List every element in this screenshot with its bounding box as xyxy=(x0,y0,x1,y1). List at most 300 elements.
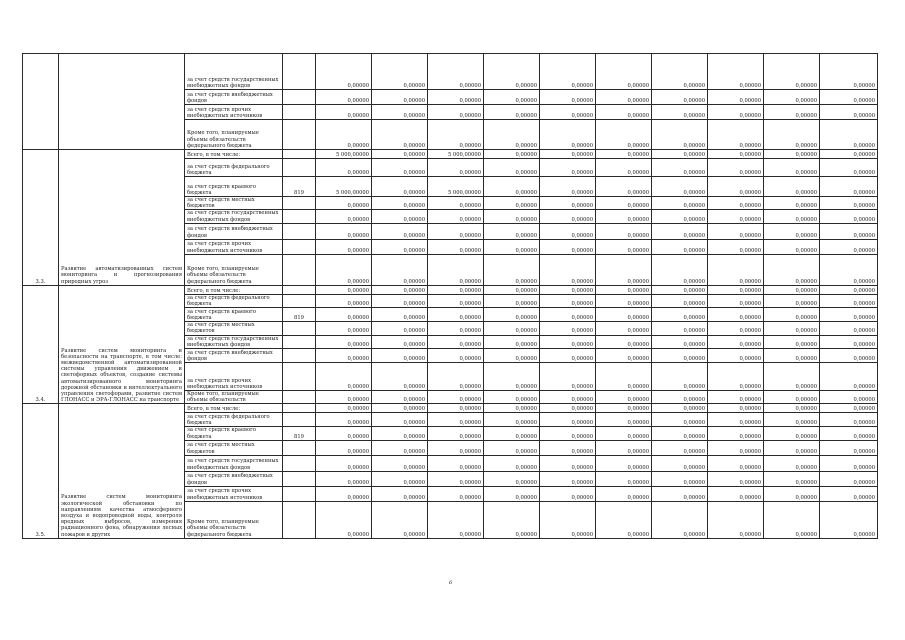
funding-source: Всего, в том числе: xyxy=(185,150,283,159)
amount-cell: 0,00000 xyxy=(484,455,540,471)
amount-cell: 0,00000 xyxy=(372,150,428,159)
amount-cell: 0,00000 xyxy=(708,413,764,427)
amount-cell: 0,00000 xyxy=(540,335,596,348)
amount-cell: 0,00000 xyxy=(820,223,878,239)
amount-cell: 0,00000 xyxy=(820,210,878,223)
amount-cell: 0,00000 xyxy=(596,150,652,159)
grbs-code xyxy=(283,210,316,223)
amount-cell: 0,00000 xyxy=(708,363,764,391)
amount-cell: 0,00000 xyxy=(652,363,708,391)
amount-cell: 0,00000 xyxy=(708,210,764,223)
amount-cell: 5 000,00000 xyxy=(316,150,372,159)
amount-cell: 0,00000 xyxy=(596,440,652,455)
amount-cell: 0,00000 xyxy=(540,210,596,223)
amount-cell: 0,00000 xyxy=(652,391,708,404)
funding-source: за счет средств федерального бюджета xyxy=(185,294,283,307)
amount-cell: 5 000,00000 xyxy=(428,177,484,197)
amount-cell: 0,00000 xyxy=(652,90,708,105)
amount-cell: 0,00000 xyxy=(316,322,372,335)
amount-cell: 0,00000 xyxy=(764,486,820,501)
amount-cell: 0,00000 xyxy=(764,308,820,322)
amount-cell: 0,00000 xyxy=(428,413,484,427)
amount-cell: 0,00000 xyxy=(316,254,372,285)
amount-cell: 0,00000 xyxy=(372,349,428,363)
amount-cell: 0,00000 xyxy=(372,335,428,348)
funding-source: за счет средств прочих внебюджетных источников xyxy=(185,486,283,501)
amount-cell: 0,00000 xyxy=(372,54,428,90)
amount-cell: 0,00000 xyxy=(428,471,484,486)
amount-cell: 0,00000 xyxy=(652,159,708,177)
amount-cell: 0,00000 xyxy=(540,285,596,294)
grbs-code xyxy=(283,363,316,391)
amount-cell: 0,00000 xyxy=(428,363,484,391)
amount-cell: 0,00000 xyxy=(764,440,820,455)
amount-cell: 0,00000 xyxy=(764,150,820,159)
grbs-code xyxy=(283,239,316,254)
amount-cell: 0,00000 xyxy=(652,54,708,90)
amount-cell: 0,00000 xyxy=(596,54,652,90)
amount-cell: 0,00000 xyxy=(708,455,764,471)
amount-cell: 0,00000 xyxy=(428,90,484,105)
grbs-code xyxy=(283,440,316,455)
amount-cell: 0,00000 xyxy=(596,223,652,239)
amount-cell: 0,00000 xyxy=(316,223,372,239)
amount-cell: 0,00000 xyxy=(428,197,484,210)
funding-source: за счет средств местных бюджетов xyxy=(185,440,283,455)
amount-cell: 0,00000 xyxy=(316,486,372,501)
amount-cell: 0,00000 xyxy=(428,501,484,538)
amount-cell: 0,00000 xyxy=(316,349,372,363)
amount-cell: 0,00000 xyxy=(540,120,596,150)
amount-cell: 0,00000 xyxy=(540,294,596,307)
funding-source: Кроме того, планируемые объемы обязательств федерального бюджета xyxy=(185,254,283,285)
amount-cell: 0,00000 xyxy=(484,285,540,294)
amount-cell: 0,00000 xyxy=(652,223,708,239)
amount-cell: 0,00000 xyxy=(540,391,596,404)
amount-cell: 0,00000 xyxy=(540,349,596,363)
amount-cell: 0,00000 xyxy=(428,455,484,471)
amount-cell: 0,00000 xyxy=(596,404,652,413)
amount-cell: 0,00000 xyxy=(652,294,708,307)
grbs-code xyxy=(283,54,316,90)
amount-cell: 0,00000 xyxy=(428,223,484,239)
amount-cell: 0,00000 xyxy=(484,254,540,285)
amount-cell: 0,00000 xyxy=(428,120,484,150)
funding-source: за счет средств прочих внебюджетных источников xyxy=(185,239,283,254)
amount-cell: 0,00000 xyxy=(652,440,708,455)
amount-cell: 0,00000 xyxy=(708,285,764,294)
amount-cell: 0,00000 xyxy=(316,413,372,427)
amount-cell: 0,00000 xyxy=(372,254,428,285)
amount-cell: 0,00000 xyxy=(820,391,878,404)
amount-cell: 0,00000 xyxy=(540,363,596,391)
amount-cell: 0,00000 xyxy=(820,363,878,391)
amount-cell: 0,00000 xyxy=(764,254,820,285)
amount-cell: 0,00000 xyxy=(372,440,428,455)
amount-cell: 0,00000 xyxy=(820,471,878,486)
amount-cell: 0,00000 xyxy=(708,177,764,197)
amount-cell: 0,00000 xyxy=(596,177,652,197)
amount-cell: 0,00000 xyxy=(708,404,764,413)
amount-cell: 0,00000 xyxy=(316,90,372,105)
amount-cell: 0,00000 xyxy=(316,285,372,294)
amount-cell: 0,00000 xyxy=(428,440,484,455)
amount-cell: 0,00000 xyxy=(428,239,484,254)
amount-cell: 0,00000 xyxy=(316,440,372,455)
grbs-code xyxy=(283,285,316,294)
amount-cell: 0,00000 xyxy=(428,322,484,335)
amount-cell: 0,00000 xyxy=(540,413,596,427)
amount-cell: 0,00000 xyxy=(652,197,708,210)
amount-cell: 0,00000 xyxy=(820,54,878,90)
amount-cell: 0,00000 xyxy=(764,335,820,348)
amount-cell: 0,00000 xyxy=(372,239,428,254)
funding-source: за счет средств краевого бюджета xyxy=(185,177,283,197)
amount-cell: 0,00000 xyxy=(540,177,596,197)
item-code: 3.5. xyxy=(23,404,59,538)
amount-cell: 0,00000 xyxy=(708,349,764,363)
amount-cell: 0,00000 xyxy=(484,486,540,501)
amount-cell: 0,00000 xyxy=(540,404,596,413)
grbs-code xyxy=(283,335,316,348)
amount-cell: 0,00000 xyxy=(316,404,372,413)
amount-cell: 0,00000 xyxy=(372,308,428,322)
amount-cell: 0,00000 xyxy=(708,254,764,285)
amount-cell: 0,00000 xyxy=(652,471,708,486)
funding-source: за счет средств краевого бюджета xyxy=(185,427,283,440)
amount-cell: 0,00000 xyxy=(428,54,484,90)
amount-cell: 0,00000 xyxy=(708,308,764,322)
item-name: Развитие систем мониторинга и безопасности на транспорте, в том числе: межведомственной автоматизированной системы управления движением и светофорных объектов, создание системы автоматизированного мониторинга дорожной обстановки и интеллектуального управления светофорами, развитие систем ГЛОНАСС и ЭРА-ГЛОНАСС на транспорте xyxy=(59,285,185,404)
amount-cell: 0,00000 xyxy=(484,501,540,538)
amount-cell: 0,00000 xyxy=(820,294,878,307)
amount-cell: 0,00000 xyxy=(764,90,820,105)
table-row xyxy=(23,150,878,159)
amount-cell: 0,00000 xyxy=(484,308,540,322)
amount-cell: 0,00000 xyxy=(596,363,652,391)
amount-cell: 0,00000 xyxy=(708,54,764,90)
amount-cell: 0,00000 xyxy=(820,120,878,150)
funding-source: за счет средств государственных внебюджетных фондов xyxy=(185,455,283,471)
funding-source: за счет средств внебюджетных фондов xyxy=(185,349,283,363)
amount-cell: 0,00000 xyxy=(428,404,484,413)
amount-cell: 0,00000 xyxy=(540,223,596,239)
amount-cell: 0,00000 xyxy=(484,363,540,391)
amount-cell: 0,00000 xyxy=(596,159,652,177)
amount-cell: 0,00000 xyxy=(316,471,372,486)
amount-cell: 0,00000 xyxy=(540,308,596,322)
item-name xyxy=(59,54,185,150)
funding-source: за счет средств внебюджетных фондов xyxy=(185,223,283,239)
amount-cell: 0,00000 xyxy=(708,486,764,501)
amount-cell: 0,00000 xyxy=(428,391,484,404)
funding-source: Кроме того, планируемые объемы обязательств федерального бюджета xyxy=(185,120,283,150)
amount-cell: 0,00000 xyxy=(372,285,428,294)
amount-cell: 0,00000 xyxy=(764,391,820,404)
grbs-code xyxy=(283,349,316,363)
amount-cell: 0,00000 xyxy=(652,427,708,440)
amount-cell: 0,00000 xyxy=(372,177,428,197)
grbs-code xyxy=(283,391,316,404)
amount-cell: 0,00000 xyxy=(484,239,540,254)
amount-cell: 0,00000 xyxy=(484,335,540,348)
funding-source: за счет средств федерального бюджета xyxy=(185,159,283,177)
grbs-code: 819 xyxy=(283,177,316,197)
amount-cell: 0,00000 xyxy=(652,177,708,197)
amount-cell: 0,00000 xyxy=(316,363,372,391)
amount-cell: 0,00000 xyxy=(484,197,540,210)
amount-cell: 0,00000 xyxy=(708,105,764,120)
amount-cell: 0,00000 xyxy=(372,471,428,486)
amount-cell: 0,00000 xyxy=(652,308,708,322)
amount-cell: 0,00000 xyxy=(596,197,652,210)
amount-cell: 0,00000 xyxy=(540,239,596,254)
amount-cell: 0,00000 xyxy=(652,210,708,223)
grbs-code xyxy=(283,322,316,335)
amount-cell: 0,00000 xyxy=(316,335,372,348)
amount-cell: 0,00000 xyxy=(484,159,540,177)
amount-cell: 0,00000 xyxy=(820,440,878,455)
amount-cell: 0,00000 xyxy=(372,486,428,501)
amount-cell: 0,00000 xyxy=(540,501,596,538)
amount-cell: 0,00000 xyxy=(484,54,540,90)
amount-cell: 0,00000 xyxy=(820,90,878,105)
amount-cell: 0,00000 xyxy=(820,254,878,285)
funding-source: за счет средств государственных внебюджетных фондов xyxy=(185,335,283,348)
amount-cell: 0,00000 xyxy=(596,90,652,105)
amount-cell: 0,00000 xyxy=(428,486,484,501)
amount-cell: 5 000,00000 xyxy=(428,150,484,159)
amount-cell: 0,00000 xyxy=(764,427,820,440)
amount-cell: 0,00000 xyxy=(596,308,652,322)
amount-cell: 0,00000 xyxy=(708,90,764,105)
amount-cell: 0,00000 xyxy=(484,427,540,440)
amount-cell: 0,00000 xyxy=(316,120,372,150)
amount-cell: 0,00000 xyxy=(764,404,820,413)
amount-cell: 0,00000 xyxy=(316,427,372,440)
amount-cell: 0,00000 xyxy=(540,486,596,501)
amount-cell: 0,00000 xyxy=(540,322,596,335)
amount-cell: 0,00000 xyxy=(764,363,820,391)
amount-cell: 0,00000 xyxy=(484,440,540,455)
item-name: Развитие автоматизированных систем мониторинга и прогнозирования природных угроз xyxy=(59,150,185,286)
amount-cell: 0,00000 xyxy=(540,455,596,471)
grbs-code xyxy=(283,455,316,471)
amount-cell: 0,00000 xyxy=(484,150,540,159)
amount-cell: 0,00000 xyxy=(428,427,484,440)
amount-cell: 0,00000 xyxy=(708,391,764,404)
amount-cell: 0,00000 xyxy=(428,105,484,120)
amount-cell: 0,00000 xyxy=(820,150,878,159)
table-row xyxy=(23,404,878,413)
amount-cell: 0,00000 xyxy=(428,285,484,294)
funding-source: Всего, в том числе: xyxy=(185,404,283,413)
amount-cell: 0,00000 xyxy=(372,363,428,391)
amount-cell: 0,00000 xyxy=(372,223,428,239)
amount-cell: 0,00000 xyxy=(372,501,428,538)
amount-cell: 0,00000 xyxy=(820,349,878,363)
amount-cell: 0,00000 xyxy=(764,501,820,538)
amount-cell: 0,00000 xyxy=(540,254,596,285)
amount-cell: 0,00000 xyxy=(484,471,540,486)
amount-cell: 0,00000 xyxy=(372,105,428,120)
amount-cell: 0,00000 xyxy=(316,294,372,307)
amount-cell: 0,00000 xyxy=(316,239,372,254)
amount-cell: 0,00000 xyxy=(540,440,596,455)
amount-cell: 0,00000 xyxy=(764,455,820,471)
amount-cell: 0,00000 xyxy=(652,254,708,285)
amount-cell: 5 000,00000 xyxy=(316,177,372,197)
amount-cell: 0,00000 xyxy=(484,120,540,150)
amount-cell: 0,00000 xyxy=(596,294,652,307)
amount-cell: 0,00000 xyxy=(652,501,708,538)
funding-source: за счет средств местных бюджетов xyxy=(185,322,283,335)
amount-cell: 0,00000 xyxy=(484,404,540,413)
amount-cell: 0,00000 xyxy=(596,322,652,335)
amount-cell: 0,00000 xyxy=(708,471,764,486)
amount-cell: 0,00000 xyxy=(540,197,596,210)
amount-cell: 0,00000 xyxy=(428,349,484,363)
amount-cell: 0,00000 xyxy=(652,335,708,348)
amount-cell: 0,00000 xyxy=(316,501,372,538)
grbs-code xyxy=(283,120,316,150)
amount-cell: 0,00000 xyxy=(428,335,484,348)
amount-cell: 0,00000 xyxy=(596,210,652,223)
amount-cell: 0,00000 xyxy=(372,90,428,105)
amount-cell: 0,00000 xyxy=(540,150,596,159)
amount-cell: 0,00000 xyxy=(708,440,764,455)
funding-source: за счет средств внебюджетных фондов xyxy=(185,90,283,105)
amount-cell: 0,00000 xyxy=(316,54,372,90)
funding-source: за счет средств прочих внебюджетных источников xyxy=(185,363,283,391)
amount-cell: 0,00000 xyxy=(708,294,764,307)
amount-cell: 0,00000 xyxy=(764,322,820,335)
amount-cell: 0,00000 xyxy=(540,159,596,177)
grbs-code xyxy=(283,254,316,285)
amount-cell: 0,00000 xyxy=(820,427,878,440)
amount-cell: 0,00000 xyxy=(652,105,708,120)
amount-cell: 0,00000 xyxy=(596,239,652,254)
amount-cell: 0,00000 xyxy=(596,471,652,486)
funding-source: за счет средств краевого бюджета xyxy=(185,308,283,322)
amount-cell: 0,00000 xyxy=(596,413,652,427)
funding-source: за счет средств внебюджетных фондов xyxy=(185,471,283,486)
amount-cell: 0,00000 xyxy=(764,349,820,363)
amount-cell: 0,00000 xyxy=(764,197,820,210)
grbs-code xyxy=(283,413,316,427)
amount-cell: 0,00000 xyxy=(764,54,820,90)
amount-cell: 0,00000 xyxy=(764,177,820,197)
grbs-code xyxy=(283,471,316,486)
funding-source: Кроме того, планируемые объемы обязательств федерального бюджета xyxy=(185,501,283,538)
amount-cell: 0,00000 xyxy=(596,254,652,285)
amount-cell: 0,00000 xyxy=(820,322,878,335)
funding-source: за счет средств государственных внебюджетных фондов xyxy=(185,210,283,223)
amount-cell: 0,00000 xyxy=(428,159,484,177)
amount-cell: 0,00000 xyxy=(652,413,708,427)
amount-cell: 0,00000 xyxy=(708,150,764,159)
amount-cell: 0,00000 xyxy=(372,197,428,210)
amount-cell: 0,00000 xyxy=(372,322,428,335)
amount-cell: 0,00000 xyxy=(596,427,652,440)
grbs-code xyxy=(283,159,316,177)
amount-cell: 0,00000 xyxy=(820,197,878,210)
amount-cell: 0,00000 xyxy=(596,349,652,363)
amount-cell: 0,00000 xyxy=(372,413,428,427)
item-name: Развитие систем мониторинга экологической обстановки по направлениям качества атмосферного воздуха и водопроводной воды, контроля вредных выбросов, измерения радиационного фона, обнаружения лесных пожаров и других xyxy=(59,404,185,538)
amount-cell: 0,00000 xyxy=(596,335,652,348)
amount-cell: 0,00000 xyxy=(708,197,764,210)
amount-cell: 0,00000 xyxy=(372,427,428,440)
amount-cell: 0,00000 xyxy=(708,427,764,440)
amount-cell: 0,00000 xyxy=(484,391,540,404)
amount-cell: 0,00000 xyxy=(596,486,652,501)
amount-cell: 0,00000 xyxy=(484,105,540,120)
amount-cell: 0,00000 xyxy=(820,335,878,348)
amount-cell: 0,00000 xyxy=(652,486,708,501)
funding-source: Кроме того, планируемые объемы обязательств xyxy=(185,391,283,404)
item-code: 3.4. xyxy=(23,285,59,404)
amount-cell: 0,00000 xyxy=(764,105,820,120)
amount-cell: 0,00000 xyxy=(484,90,540,105)
grbs-code xyxy=(283,486,316,501)
grbs-code xyxy=(283,150,316,159)
amount-cell: 0,00000 xyxy=(540,427,596,440)
amount-cell: 0,00000 xyxy=(484,177,540,197)
grbs-code xyxy=(283,294,316,307)
amount-cell: 0,00000 xyxy=(596,120,652,150)
amount-cell: 0,00000 xyxy=(484,294,540,307)
grbs-code xyxy=(283,105,316,120)
amount-cell: 0,00000 xyxy=(316,105,372,120)
amount-cell: 0,00000 xyxy=(484,210,540,223)
amount-cell: 0,00000 xyxy=(820,239,878,254)
amount-cell: 0,00000 xyxy=(484,322,540,335)
funding-source: за счет средств федерального бюджета xyxy=(185,413,283,427)
amount-cell: 0,00000 xyxy=(820,177,878,197)
amount-cell: 0,00000 xyxy=(708,501,764,538)
amount-cell: 0,00000 xyxy=(652,239,708,254)
amount-cell: 0,00000 xyxy=(820,105,878,120)
amount-cell: 0,00000 xyxy=(708,120,764,150)
amount-cell: 0,00000 xyxy=(820,308,878,322)
amount-cell: 0,00000 xyxy=(708,239,764,254)
amount-cell: 0,00000 xyxy=(484,223,540,239)
amount-cell: 0,00000 xyxy=(652,150,708,159)
amount-cell: 0,00000 xyxy=(596,285,652,294)
amount-cell: 0,00000 xyxy=(652,404,708,413)
amount-cell: 0,00000 xyxy=(764,285,820,294)
amount-cell: 0,00000 xyxy=(372,210,428,223)
amount-cell: 0,00000 xyxy=(316,197,372,210)
funding-source: Всего, в том числе: xyxy=(185,285,283,294)
amount-cell: 0,00000 xyxy=(652,120,708,150)
amount-cell: 0,00000 xyxy=(372,159,428,177)
amount-cell: 0,00000 xyxy=(764,239,820,254)
grbs-code: 819 xyxy=(283,308,316,322)
amount-cell: 0,00000 xyxy=(596,391,652,404)
grbs-code xyxy=(283,90,316,105)
amount-cell: 0,00000 xyxy=(764,471,820,486)
amount-cell: 0,00000 xyxy=(316,391,372,404)
amount-cell: 0,00000 xyxy=(764,294,820,307)
amount-cell: 0,00000 xyxy=(764,120,820,150)
amount-cell: 0,00000 xyxy=(428,294,484,307)
table-row xyxy=(23,54,878,90)
funding-source: за счет средств государственных внебюджетных фондов xyxy=(185,54,283,90)
amount-cell: 0,00000 xyxy=(316,455,372,471)
amount-cell: 0,00000 xyxy=(764,210,820,223)
